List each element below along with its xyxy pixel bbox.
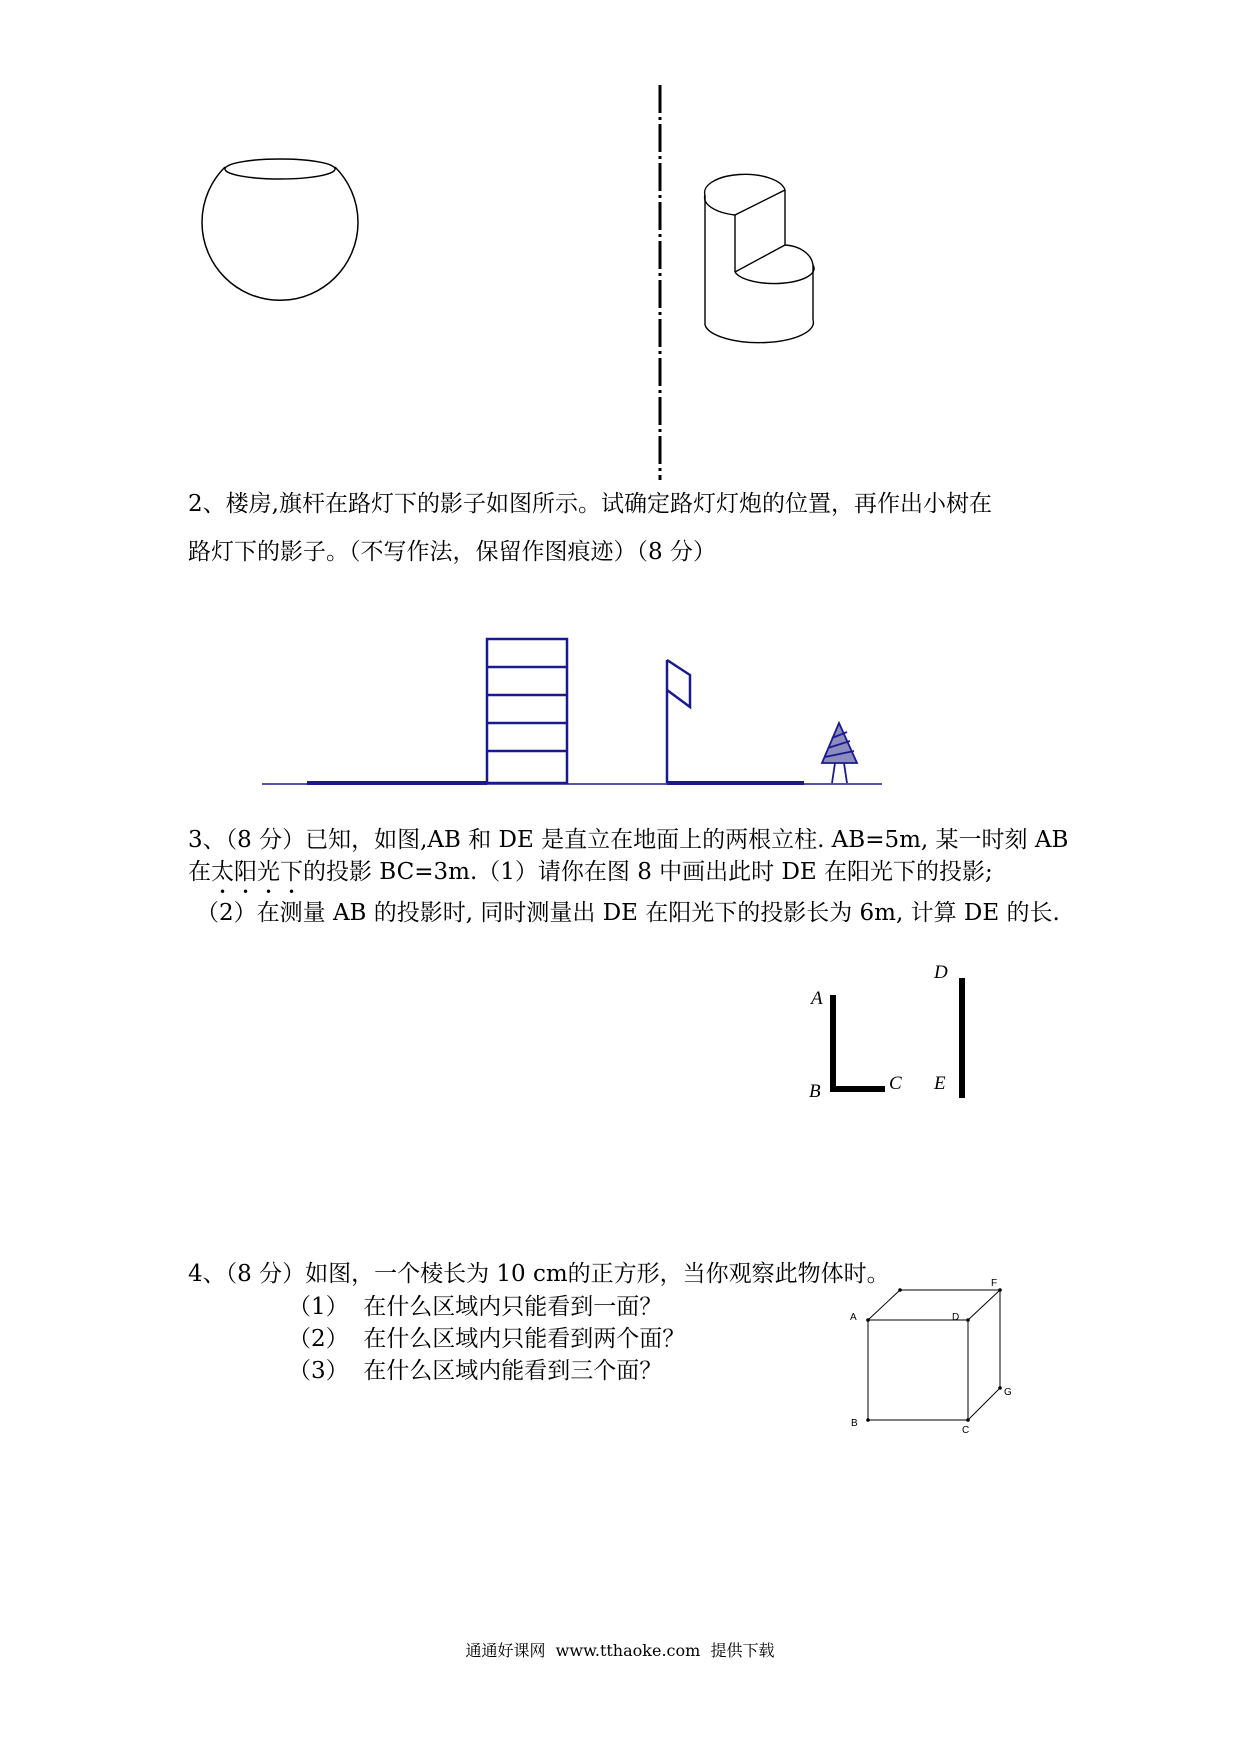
cube-label-f: F	[991, 1278, 998, 1289]
cube-label-a: A	[850, 1312, 857, 1323]
q4-item-3: （3） 在什么区域内能看到三个面？	[288, 1358, 663, 1384]
q2-line2: 路灯下的影子。（不写作法，保留作图痕迹）（8 分）	[188, 539, 716, 565]
q2-line1: 2、楼房,旗杆在路灯下的影子如图所示。试确定路灯灯炮的位置，再作出小树在	[188, 491, 992, 517]
q3-line3: （2）在测量 AB 的投影时, 同时测量出 DE 在阳光下的投影长为 6m, 计算 DE 的长.	[196, 900, 1060, 926]
q4-item-1: （1） 在什么区域内只能看到一面？	[288, 1294, 663, 1320]
q3-emphasis: 太阳光下	[211, 859, 303, 885]
building-icon	[487, 639, 567, 783]
tree-icon	[822, 723, 857, 783]
cube-label-g: G	[1004, 1387, 1012, 1398]
cube-label-c: C	[962, 1425, 970, 1436]
label-d: D	[934, 962, 948, 983]
cube-label-d: D	[952, 1312, 960, 1323]
q3-line2: 在太阳光下的投影 BC=3m.（1）请你在图 8 中画出此时 DE 在阳光下的投影;	[188, 859, 993, 885]
page-footer: 通通好课网 www.tthaoke.com 提供下载	[465, 1641, 775, 1660]
bowl-figure	[195, 155, 365, 310]
q3-line1: 3、（8 分）已知，如图,AB 和 DE 是直立在地面上的两根立柱. AB=5m, 某一时刻 AB	[188, 827, 1069, 853]
label-a: A	[811, 988, 823, 1009]
dashed-divider	[655, 85, 665, 480]
q4-line1: 4、（8 分）如图，一个棱长为 10 cm的正方形，当你观察此物体时。	[188, 1261, 890, 1287]
cube-figure	[860, 1285, 1010, 1435]
q4-item-2: （2） 在什么区域内只能看到两个面？	[288, 1326, 686, 1352]
streetlight-scene-figure	[262, 635, 882, 785]
cylinder-solid-figure	[695, 160, 825, 350]
flagpole-icon	[667, 660, 690, 783]
label-c: C	[889, 1073, 902, 1094]
label-e: E	[934, 1073, 946, 1094]
label-b: B	[809, 1081, 821, 1102]
cube-label-b: B	[851, 1418, 858, 1429]
